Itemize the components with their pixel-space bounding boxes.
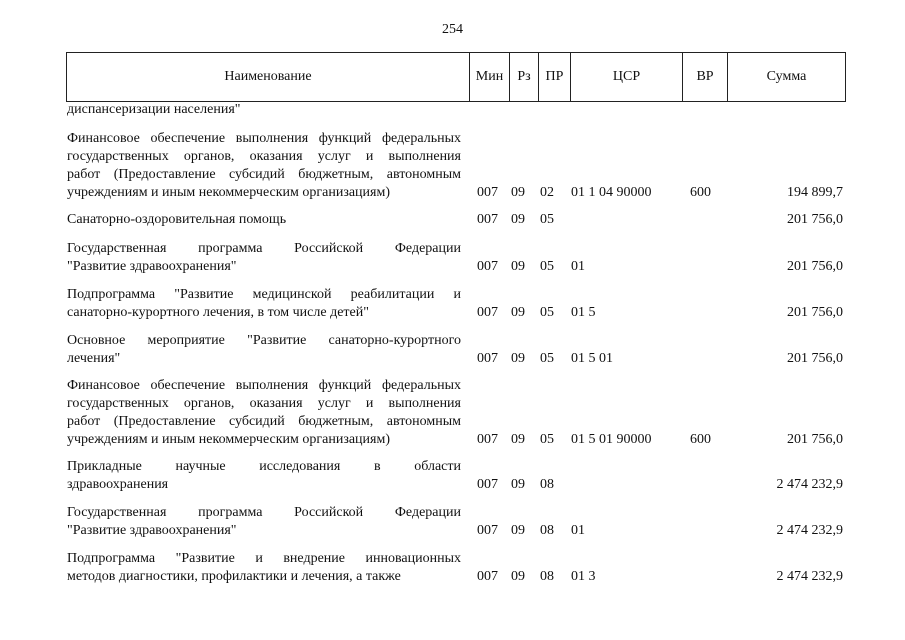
row-min: 007 bbox=[477, 185, 498, 200]
row-name-line: работ (Предоставление субсидий бюджетным, автономным bbox=[67, 414, 461, 429]
row-sum: 201 756,0 bbox=[787, 432, 843, 447]
row-csr: 01 5 bbox=[571, 305, 596, 320]
row-name-line: Подпрограмма "Развитие медицинской реабилитации и bbox=[67, 287, 461, 302]
row-name bbox=[67, 377, 461, 449]
row-csr: 01 5 01 bbox=[571, 351, 613, 366]
row-name-line: Санаторно-оздоровительная помощь bbox=[67, 212, 287, 227]
row-sum: 201 756,0 bbox=[787, 305, 843, 320]
row-name bbox=[67, 240, 461, 276]
row-pr: 05 bbox=[540, 259, 554, 274]
row-pr: 05 bbox=[540, 432, 554, 447]
row-rz: 09 bbox=[511, 305, 525, 320]
row-name-line: "Развитие здравоохранения" bbox=[67, 523, 237, 538]
row-sum: 201 756,0 bbox=[787, 212, 843, 227]
row-pr: 05 bbox=[540, 212, 554, 227]
row-csr: 01 5 01 90000 bbox=[571, 432, 652, 447]
row-min: 007 bbox=[477, 212, 498, 227]
row-min: 007 bbox=[477, 477, 498, 492]
header-vr: ВР bbox=[683, 53, 728, 102]
row-pr: 08 bbox=[540, 569, 554, 584]
row-name-line: учреждениям и иным некоммерческим организациям) bbox=[67, 185, 391, 200]
row-name-line: государственных органов, оказания услуг и выполнения bbox=[67, 396, 461, 411]
row-rz: 09 bbox=[511, 259, 525, 274]
row-name-line: санаторно-курортного лечения, в том числе детей" bbox=[67, 305, 369, 320]
row-name-line: "Развитие здравоохранения" bbox=[67, 259, 237, 274]
row-name-line: Финансовое обеспечение выполнения функций федеральных bbox=[67, 378, 461, 393]
row-name-line: лечения" bbox=[67, 351, 121, 366]
row-pr: 05 bbox=[540, 351, 554, 366]
row-name-line: диспансеризации населения" bbox=[67, 102, 241, 117]
header-pr: ПР bbox=[539, 53, 571, 102]
row-csr: 01 1 04 90000 bbox=[571, 185, 652, 200]
row-min: 007 bbox=[477, 351, 498, 366]
row-name-line: здравоохранения bbox=[67, 477, 169, 492]
row-vr: 600 bbox=[690, 185, 711, 200]
row-name bbox=[67, 550, 461, 586]
row-sum: 2 474 232,9 bbox=[776, 523, 843, 538]
row-min: 007 bbox=[477, 569, 498, 584]
row-sum: 2 474 232,9 bbox=[776, 477, 843, 492]
header-rz: Рз bbox=[510, 53, 539, 102]
row-name bbox=[67, 286, 461, 322]
row-rz: 09 bbox=[511, 212, 525, 227]
row-rz: 09 bbox=[511, 477, 525, 492]
row-name bbox=[67, 332, 461, 368]
page-number: 254 bbox=[442, 22, 463, 37]
row-name bbox=[67, 130, 461, 202]
row-rz: 09 bbox=[511, 351, 525, 366]
row-pr: 08 bbox=[540, 523, 554, 538]
row-min: 007 bbox=[477, 259, 498, 274]
row-name-line: учреждениям и иным некоммерческим организациям) bbox=[67, 432, 391, 447]
row-sum: 2 474 232,9 bbox=[776, 569, 843, 584]
row-rz: 09 bbox=[511, 523, 525, 538]
row-name-line: Государственная программа Российской Федерации bbox=[67, 241, 461, 256]
row-name bbox=[67, 458, 461, 494]
row-rz: 09 bbox=[511, 432, 525, 447]
row-name-line: Финансовое обеспечение выполнения функций федеральных bbox=[67, 131, 461, 146]
header-name: Наименование bbox=[67, 53, 470, 102]
row-rz: 09 bbox=[511, 569, 525, 584]
header-sum: Сумма bbox=[728, 53, 846, 102]
row-csr: 01 bbox=[571, 523, 585, 538]
row-pr: 02 bbox=[540, 185, 554, 200]
row-csr: 01 bbox=[571, 259, 585, 274]
row-name-line: работ (Предоставление субсидий бюджетным, автономным bbox=[67, 167, 461, 182]
row-name-line: методов диагностики, профилактики и лечения, а также bbox=[67, 569, 401, 584]
row-name-line: государственных органов, оказания услуг и выполнения bbox=[67, 149, 461, 164]
row-name-line: Прикладные научные исследования в области bbox=[67, 459, 461, 474]
row-pr: 05 bbox=[540, 305, 554, 320]
row-rz: 09 bbox=[511, 185, 525, 200]
row-csr: 01 3 bbox=[571, 569, 596, 584]
row-min: 007 bbox=[477, 432, 498, 447]
row-min: 007 bbox=[477, 305, 498, 320]
row-name-line: Подпрограмма "Развитие и внедрение инновационных bbox=[67, 551, 461, 566]
header-min: Мин bbox=[470, 53, 510, 102]
row-name bbox=[67, 101, 461, 119]
row-sum: 194 899,7 bbox=[787, 185, 843, 200]
row-sum: 201 756,0 bbox=[787, 259, 843, 274]
row-min: 007 bbox=[477, 523, 498, 538]
row-sum: 201 756,0 bbox=[787, 351, 843, 366]
row-pr: 08 bbox=[540, 477, 554, 492]
row-name bbox=[67, 504, 461, 540]
row-vr: 600 bbox=[690, 432, 711, 447]
header-csr: ЦСР bbox=[571, 53, 683, 102]
row-name-line: Государственная программа Российской Федерации bbox=[67, 505, 461, 520]
row-name bbox=[67, 211, 461, 229]
row-name-line: Основное мероприятие "Развитие санаторно-курортного bbox=[67, 333, 461, 348]
